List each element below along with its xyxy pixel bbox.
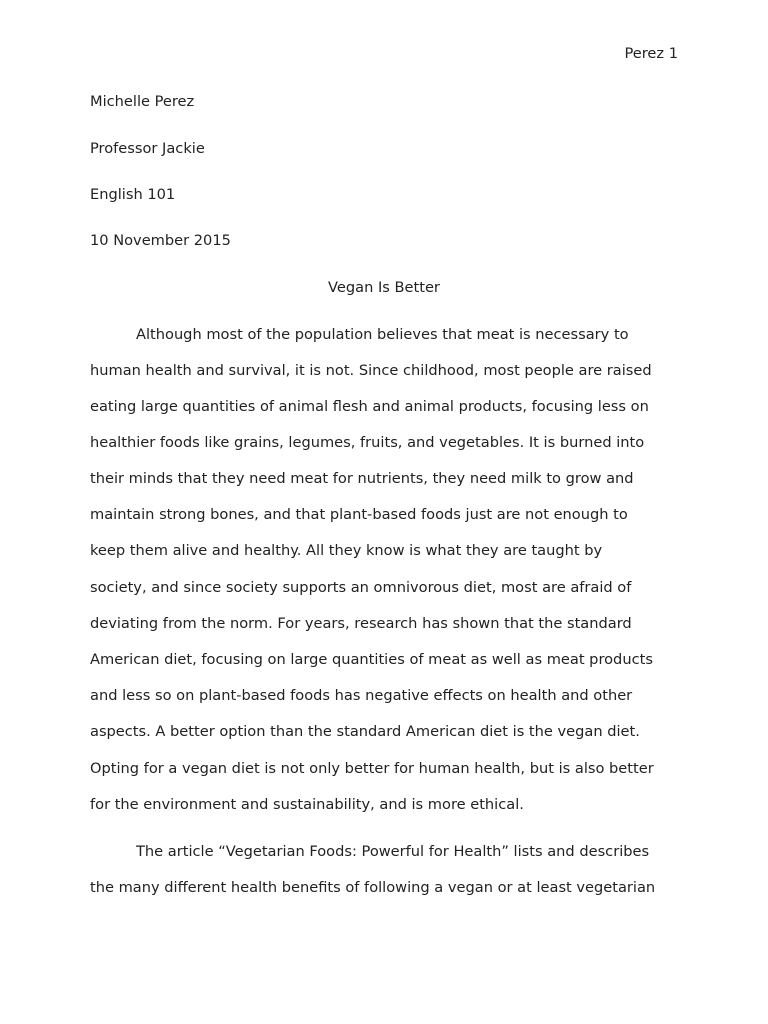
paragraph-1-line: their minds that they need meat for nutrients, they need milk to grow and [90,470,634,487]
essay-title: Vegan Is Better [328,279,440,296]
running-head: Perez 1 [624,45,678,62]
paragraph-1-line: healthier foods like grains, legumes, fruits, and vegetables. It is burned into [90,434,645,451]
paragraph-1-line: human health and survival, it is not. Since childhood, most people are raised [90,362,652,379]
submission-date: 10 November 2015 [90,232,231,249]
paragraph-1-line: American diet, focusing on large quantities of meat as well as meat products [90,651,653,668]
paragraph-2-line: the many different health benefits of following a vegan or at least vegetarian [90,879,656,896]
paragraph-1-line: deviating from the norm. For years, research has shown that the standard [90,615,632,632]
paragraph-1-line: and less so on plant-based foods has negative effects on health and other [90,687,633,704]
professor-name: Professor Jackie [90,140,205,157]
paragraph-1-line: Opting for a vegan diet is not only better for human health, but is also better [90,760,654,777]
paragraph-1-line: society, and since society supports an omnivorous diet, most are afraid of [90,579,632,596]
paragraph-1-line: Although most of the population believes that meat is necessary to [136,326,629,343]
course-name: English 101 [90,186,176,203]
paragraph-1-line: for the environment and sustainability, and is more ethical. [90,796,524,813]
paragraph-1-line: aspects. A better option than the standard American diet is the vegan diet. [90,723,640,740]
paragraph-1-line: maintain strong bones, and that plant-based foods just are not enough to [90,506,628,523]
paragraph-2-line: The article “Vegetarian Foods: Powerful for Health” lists and describes [136,843,650,860]
paragraph-1-line: eating large quantities of animal flesh and animal products, focusing less on [90,398,649,415]
paragraph-1-line: keep them alive and healthy. All they know is what they are taught by [90,542,603,559]
student-name: Michelle Perez [90,93,195,110]
